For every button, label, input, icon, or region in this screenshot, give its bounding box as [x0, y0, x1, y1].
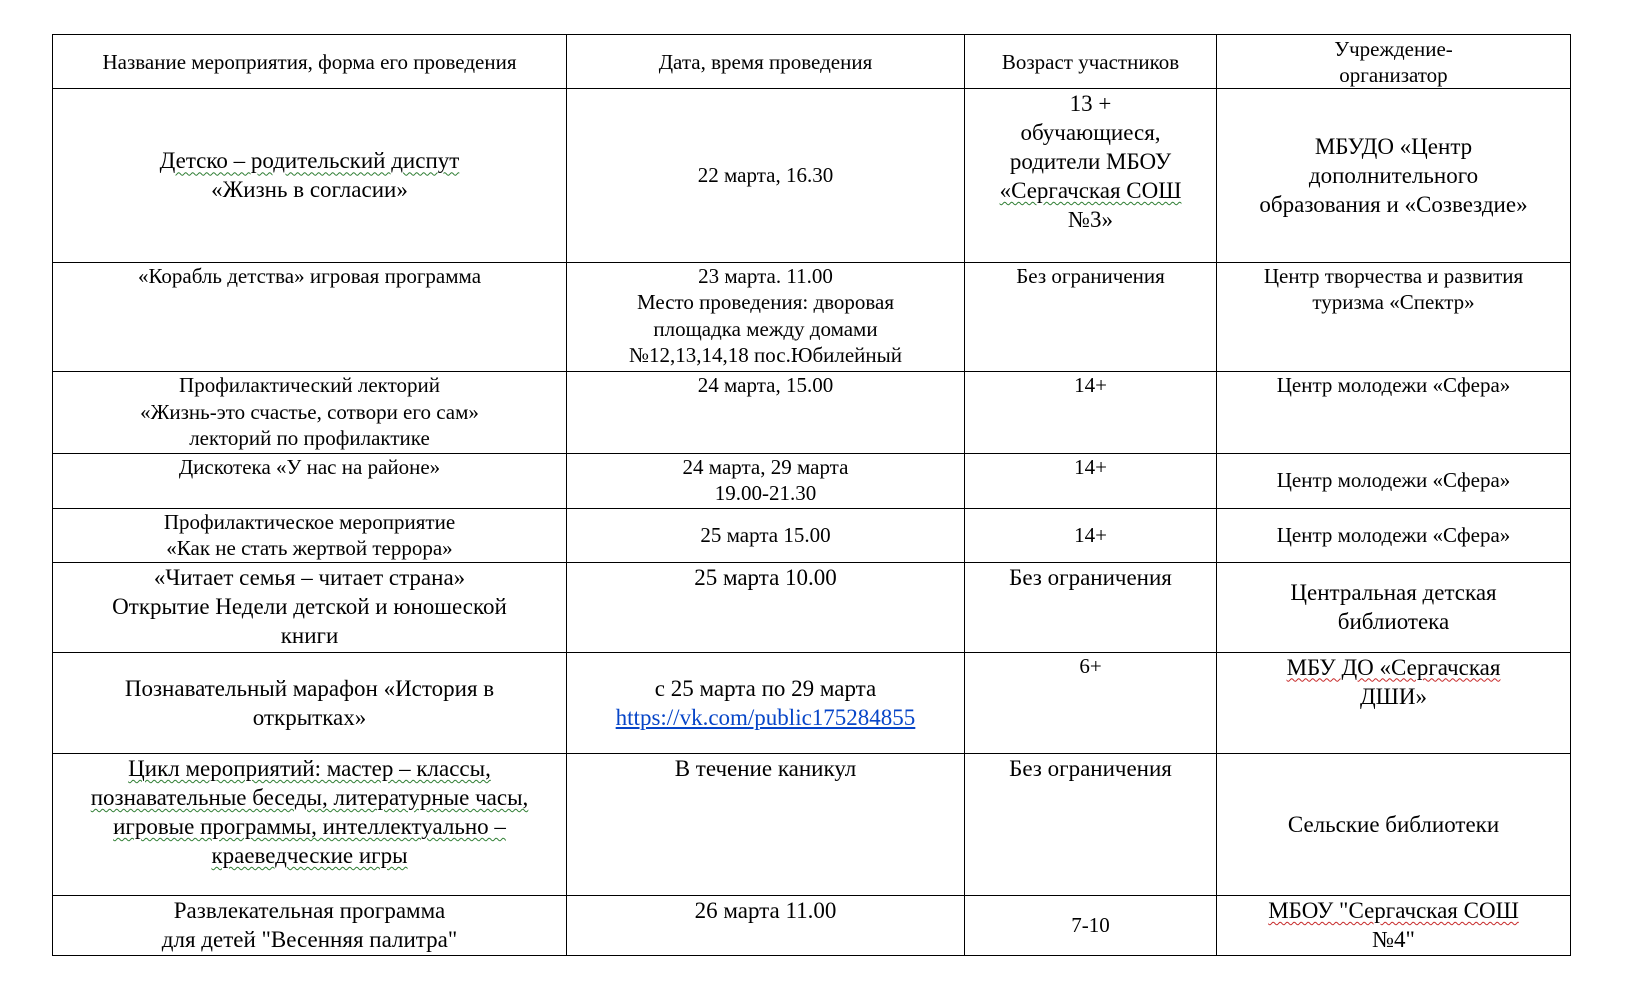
- event-text: Цикл мероприятий: мастер – классы,: [128, 756, 491, 782]
- event-cell: [53, 652, 567, 753]
- date-cell: [567, 652, 965, 753]
- date-line: [573, 703, 958, 732]
- event-line: «Жизнь-это счастье, сотвори его сам»: [140, 399, 479, 424]
- event-cell: [53, 372, 567, 454]
- event-text: игровые программы, интеллектуально –: [113, 814, 506, 840]
- date-cell: [567, 372, 965, 454]
- date-line: 25 марта 10.00: [694, 565, 837, 591]
- organizer-line: МБУДО «Центр: [1314, 133, 1473, 159]
- event-line: Открытие Недели детской и юношеской: [112, 594, 507, 620]
- organizer-text: МБОУ "Сергачская СОШ: [1268, 898, 1519, 924]
- age-line: [971, 176, 1210, 205]
- organizer-line: [1223, 896, 1564, 925]
- vk-public-link[interactable]: https://vk.com/public175284855: [615, 704, 916, 730]
- organizer-line: ДШИ»: [1359, 683, 1427, 709]
- event-line: Дискотека «У нас на районе»: [178, 454, 441, 479]
- organizer-line: [1223, 653, 1564, 682]
- date-line: площадка между домами: [653, 316, 878, 341]
- age-line: Без ограничения: [1009, 565, 1172, 591]
- event-line: [59, 841, 560, 870]
- event-line: книги: [280, 623, 339, 649]
- table-row: [53, 372, 1571, 454]
- event-cell: [53, 563, 567, 652]
- header-organizer-line: Учреждение-: [1334, 36, 1453, 61]
- organizer-text: МБУ ДО «Сергачская: [1286, 654, 1501, 680]
- table-row: [53, 754, 1571, 896]
- event-line: Профилактическое мероприятие: [163, 509, 456, 534]
- organizer-line: дополнительного: [1308, 162, 1479, 188]
- date-line: 24 марта, 15.00: [697, 373, 834, 398]
- event-cell: [53, 754, 567, 896]
- event-line: [59, 812, 560, 841]
- date-line: 23 марта. 11.00: [698, 263, 833, 288]
- date-line: №12,13,14,18 пос.Юбилейный: [629, 343, 902, 367]
- event-cell: [53, 262, 567, 372]
- age-cell: [965, 89, 1217, 263]
- date-cell: [567, 89, 965, 263]
- date-line: 19.00-21.30: [714, 481, 817, 506]
- age-cell: [965, 372, 1217, 454]
- event-cell: [53, 89, 567, 263]
- organizer-line: Центр молодежи «Сфера»: [1276, 373, 1511, 398]
- date-line: 24 марта, 29 марта: [682, 454, 849, 479]
- organizer-cell: [1217, 453, 1571, 508]
- header-date-text: Дата, время проведения: [658, 49, 873, 74]
- event-cell: [53, 896, 567, 956]
- date-line: Место проведения: дворовая: [636, 290, 895, 314]
- event-line: Развлекательная программа: [173, 898, 446, 924]
- age-line: 14+: [1074, 373, 1107, 398]
- event-text: краеведческие игры: [211, 843, 408, 869]
- age-cell: [965, 754, 1217, 896]
- event-text: Детско – родительский диспут: [159, 148, 460, 174]
- organizer-line: Центр молодежи «Сфера»: [1276, 468, 1511, 493]
- header-age-text: Возраст участников: [1001, 49, 1180, 74]
- event-line: лекторий по профилактике: [189, 426, 430, 451]
- events-table: [52, 34, 1571, 956]
- event-line: открытках»: [252, 704, 367, 730]
- age-line: 6+: [1079, 653, 1102, 678]
- age-line: №3»: [1068, 207, 1113, 232]
- event-text: познавательные беседы, литературные часы,: [90, 785, 529, 811]
- event-line: [59, 754, 560, 783]
- event-line: «Читает семья – читает страна»: [153, 565, 466, 591]
- organizer-cell: [1217, 262, 1571, 372]
- age-line: 13 +: [1069, 91, 1112, 116]
- age-line: Без ограничения: [1009, 756, 1172, 782]
- age-cell: [965, 453, 1217, 508]
- event-cell: [53, 453, 567, 508]
- age-line: 14+: [1074, 523, 1107, 548]
- date-line: 26 марта 11.00: [694, 898, 837, 924]
- header-age: [965, 35, 1217, 89]
- organizer-line: Центральная детская: [1290, 580, 1497, 606]
- table-row: [53, 652, 1571, 753]
- age-line: 7-10: [1071, 913, 1110, 938]
- event-cell: [53, 508, 567, 563]
- age-line: обучающиеся,: [1020, 120, 1161, 145]
- header-date: [567, 35, 965, 89]
- table-row: [53, 896, 1571, 956]
- table-row: [53, 89, 1571, 263]
- table-row: [53, 508, 1571, 563]
- date-line: В течение каникул: [674, 756, 857, 782]
- header-event: [53, 35, 567, 89]
- age-line: 14+: [1074, 454, 1107, 479]
- event-line: «Жизнь в согласии»: [211, 177, 408, 203]
- age-cell: [965, 262, 1217, 372]
- date-line: 22 марта, 16.30: [697, 163, 834, 187]
- organizer-line: Центр творчества и развития: [1263, 263, 1524, 288]
- organizer-cell: [1217, 89, 1571, 263]
- organizer-cell: [1217, 372, 1571, 454]
- event-line: «Корабль детства» игровая программа: [137, 263, 482, 288]
- organizer-line: Сельские библиотеки: [1287, 812, 1500, 838]
- date-cell: [567, 563, 965, 652]
- organizer-line: образования и «Созвездие»: [1259, 191, 1528, 217]
- organizer-line: №4": [1372, 927, 1415, 953]
- header-organizer-line: организатор: [1339, 62, 1448, 87]
- date-cell: [567, 896, 965, 956]
- age-line: родители МБОУ: [1009, 149, 1172, 174]
- table-row: [53, 563, 1571, 652]
- organizer-line: туризма «Спектр»: [1312, 290, 1475, 314]
- organizer-cell: [1217, 754, 1571, 896]
- organizer-cell: [1217, 508, 1571, 563]
- date-cell: [567, 453, 965, 508]
- age-cell: [965, 563, 1217, 652]
- organizer-cell: [1217, 563, 1571, 652]
- header-organizer: [1217, 35, 1571, 89]
- age-cell: [965, 652, 1217, 753]
- event-line: [59, 783, 560, 812]
- age-text: «Сергачская СОШ: [999, 178, 1182, 203]
- organizer-line: библиотека: [1337, 609, 1450, 635]
- organizer-cell: [1217, 896, 1571, 956]
- event-line: «Как не стать жертвой террора»: [166, 536, 453, 561]
- organizer-line: Центр молодежи «Сфера»: [1276, 523, 1511, 548]
- table-row: [53, 262, 1571, 372]
- event-line: для детей "Весенняя палитра": [161, 927, 458, 953]
- age-cell: [965, 896, 1217, 956]
- date-cell: [567, 262, 965, 372]
- date-cell: [567, 754, 965, 896]
- header-row: [53, 35, 1571, 89]
- date-cell: [567, 508, 965, 563]
- date-line: 25 марта 15.00: [700, 523, 831, 548]
- table-row: [53, 453, 1571, 508]
- age-line: Без ограничения: [1016, 263, 1165, 288]
- event-line: Профилактический лекторий: [179, 373, 440, 398]
- header-event-text: Название мероприятия, форма его проведения: [102, 49, 517, 74]
- event-line: Познавательный марафон «История в: [124, 675, 495, 701]
- date-line: с 25 марта по 29 марта: [654, 675, 877, 701]
- age-cell: [965, 508, 1217, 563]
- event-line: [59, 146, 560, 175]
- organizer-cell: [1217, 652, 1571, 753]
